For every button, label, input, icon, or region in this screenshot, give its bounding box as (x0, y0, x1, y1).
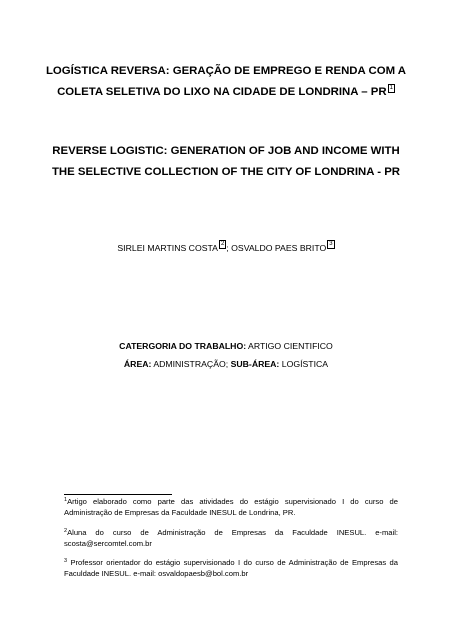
category-value: ARTIGO CIENTIFICO (246, 341, 333, 351)
category-block (0, 337, 452, 373)
title-portuguese (0, 61, 452, 103)
footnote-2-number: 2 (64, 528, 68, 534)
title-portuguese-line2 (0, 82, 452, 103)
footnote-ref-2[interactable]: 2 (220, 241, 225, 247)
footnote-3 (64, 558, 398, 579)
category-line (0, 337, 452, 355)
footnote-ref-1[interactable]: 1 (389, 85, 393, 91)
author-separator: ; (226, 243, 232, 253)
subarea-label: SUB-ÁREA: (230, 359, 280, 369)
footnote-ref-3[interactable]: 3 (329, 241, 333, 247)
title-english (0, 141, 452, 183)
category-label: CATERGORIA DO TRABALHO: (119, 341, 247, 351)
footnote-1-number: 1 (64, 497, 68, 503)
title-english-line1: REVERSE LOGISTIC: GENERATION OF JOB AND INCOME WITH (52, 145, 400, 157)
author-2-name: OSVALDO PAES BRITO (231, 243, 327, 253)
footnote-1-text: Artigo elaborado como parte das atividades do estágio supervisionado I do curso de Administração de Empresas da Faculdade INESUL de Londrina, PR. (64, 497, 398, 517)
footnote-1 (64, 497, 398, 518)
title-portuguese-line1: LOGÍSTICA REVERSA: GERAÇÃO DE EMPREGO E RENDA COM A (45, 65, 407, 77)
footnote-3-text: Professor orientador do estágio supervisionado I do curso de Administração de Empresas da Faculdade INESUL. e-mail: osvaldopaesb@bol.com.br (64, 558, 398, 578)
footnote-2-text: Aluna do curso de Administração de Empresas da Faculdade INESUL. e-mail: scosta@sercomtel.com.br (64, 528, 398, 548)
title-english-line2: THE SELECTIVE COLLECTION OF THE CITY OF LONDRINA - PR (51, 166, 401, 178)
author-line (0, 240, 452, 254)
footnote-2 (64, 528, 398, 549)
footnote-separator (64, 494, 172, 495)
area-label: ÁREA: (123, 359, 152, 369)
area-value: ADMINISTRAÇÃO; (151, 359, 231, 369)
area-line (0, 355, 452, 373)
author-1-name: SIRLEI MARTINS COSTA (117, 243, 218, 253)
footnote-3-number: 3 (64, 558, 68, 564)
title-portuguese-line2-text: COLETA SELETIVA DO LIXO NA CIDADE DE LONDRINA – PR (57, 86, 387, 98)
subarea-value: LOGÍSTICA (279, 359, 329, 369)
